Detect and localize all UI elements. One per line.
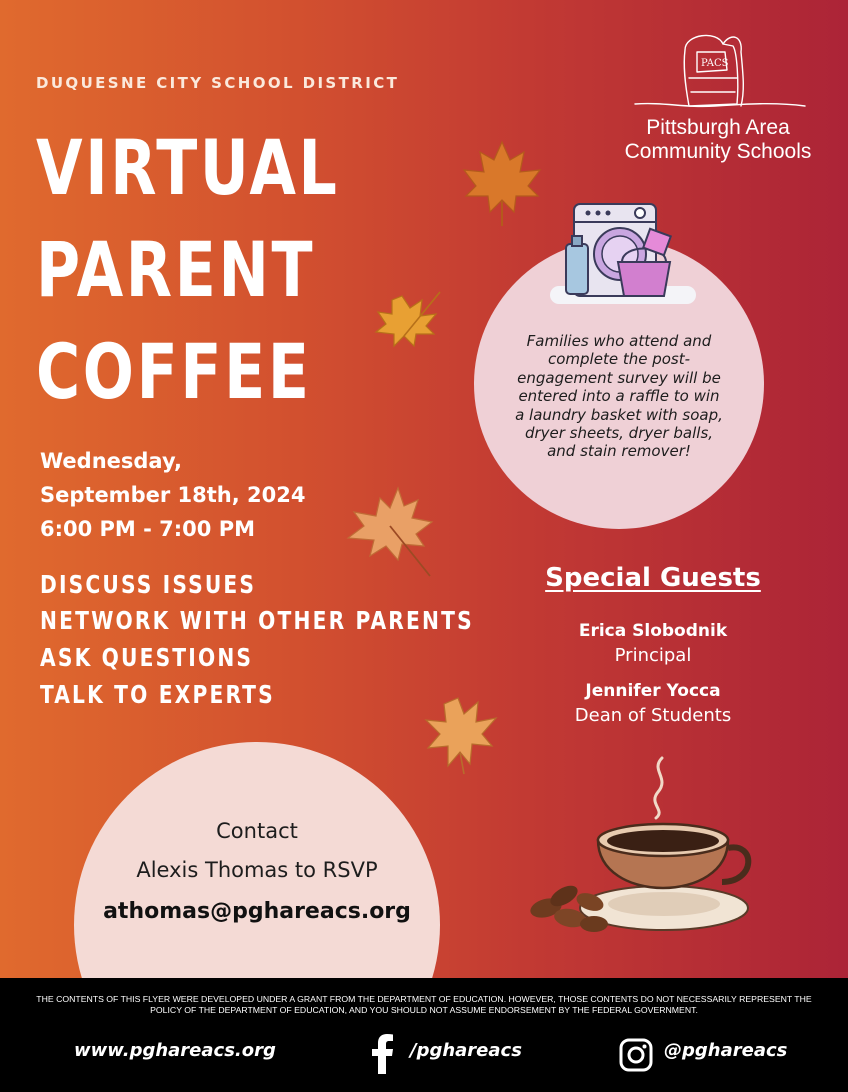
event-day: Wednesday, (40, 449, 182, 473)
topic-item: DISCUSS ISSUES (40, 570, 257, 599)
maple-leaf-icon (420, 694, 502, 776)
maple-leaf-icon (340, 484, 436, 580)
guest-role: Principal (614, 645, 692, 666)
raffle-line: a laundry basket with soap, (515, 405, 723, 424)
contact-heading: Contact (216, 819, 298, 843)
raffle-line: and stain remover! (547, 442, 691, 461)
raffle-line: complete the post- (547, 350, 691, 369)
org-name-line-2: Community Schools (624, 140, 812, 163)
special-guests-heading: Special Guests (545, 563, 761, 593)
instagram-icon[interactable] (619, 1038, 653, 1072)
raffle-line: Families who attend and (526, 332, 712, 350)
guest-name: Erica Slobodnik (578, 621, 728, 641)
event-date: September 18th, 2024 (40, 483, 306, 507)
guest-role: Dean of Students (574, 705, 732, 726)
raffle-line: entered into a raffle to win (518, 387, 720, 406)
contact-name: Alexis Thomas to RSVP (136, 858, 378, 882)
coffee-cup-icon (524, 752, 752, 942)
instagram-handle[interactable]: @pghareacs (664, 1040, 788, 1061)
maple-leaf-icon (372, 288, 444, 352)
guest-name: Jennifer Yocca (585, 681, 721, 701)
title-line-3: COFFEE (36, 327, 312, 416)
topic-item: ASK QUESTIONS (40, 643, 254, 672)
logo-text: PACS (701, 58, 729, 69)
disclaimer-text: THE CONTENTS OF THIS FLYER WERE DEVELOPED UNDER A GRANT FROM THE DEPARTMENT OF EDUCATION. HOWEVER, THOSE CONTENTS DO NOT NECESSARILY REPRESENT THE POLICY OF THE DEPARTMENT OF EDUCATION, AND YOU SHOULD NOT ASSUME ENDORSEMENT BY THE FEDERAL GOVERNMENT. (36, 994, 812, 1015)
topic-item: TALK TO EXPERTS (40, 680, 275, 709)
title-line-2: PARENT (36, 225, 316, 314)
facebook-handle[interactable]: /pghareacs (410, 1040, 522, 1061)
raffle-line: engagement survey will be (517, 368, 721, 387)
laundry-machine-icon (548, 200, 698, 308)
event-time: 6:00 PM - 7:00 PM (40, 517, 256, 541)
raffle-description (500, 332, 738, 461)
topic-item: NETWORK WITH OTHER PARENTS (40, 606, 474, 635)
raffle-line: dryer sheets, dryer balls, (524, 424, 714, 443)
maple-leaf-icon (458, 138, 546, 228)
contact-email-link[interactable]: athomas@pghareacs.org (103, 899, 411, 924)
website-link[interactable]: www.pghareacs.org (74, 1040, 276, 1061)
title-line-1: VIRTUAL (36, 123, 340, 212)
district-name: DUQUESNE CITY SCHOOL DISTRICT (36, 74, 400, 92)
facebook-icon[interactable] (372, 1034, 394, 1074)
org-name-line-1: Pittsburgh Area (646, 116, 790, 139)
